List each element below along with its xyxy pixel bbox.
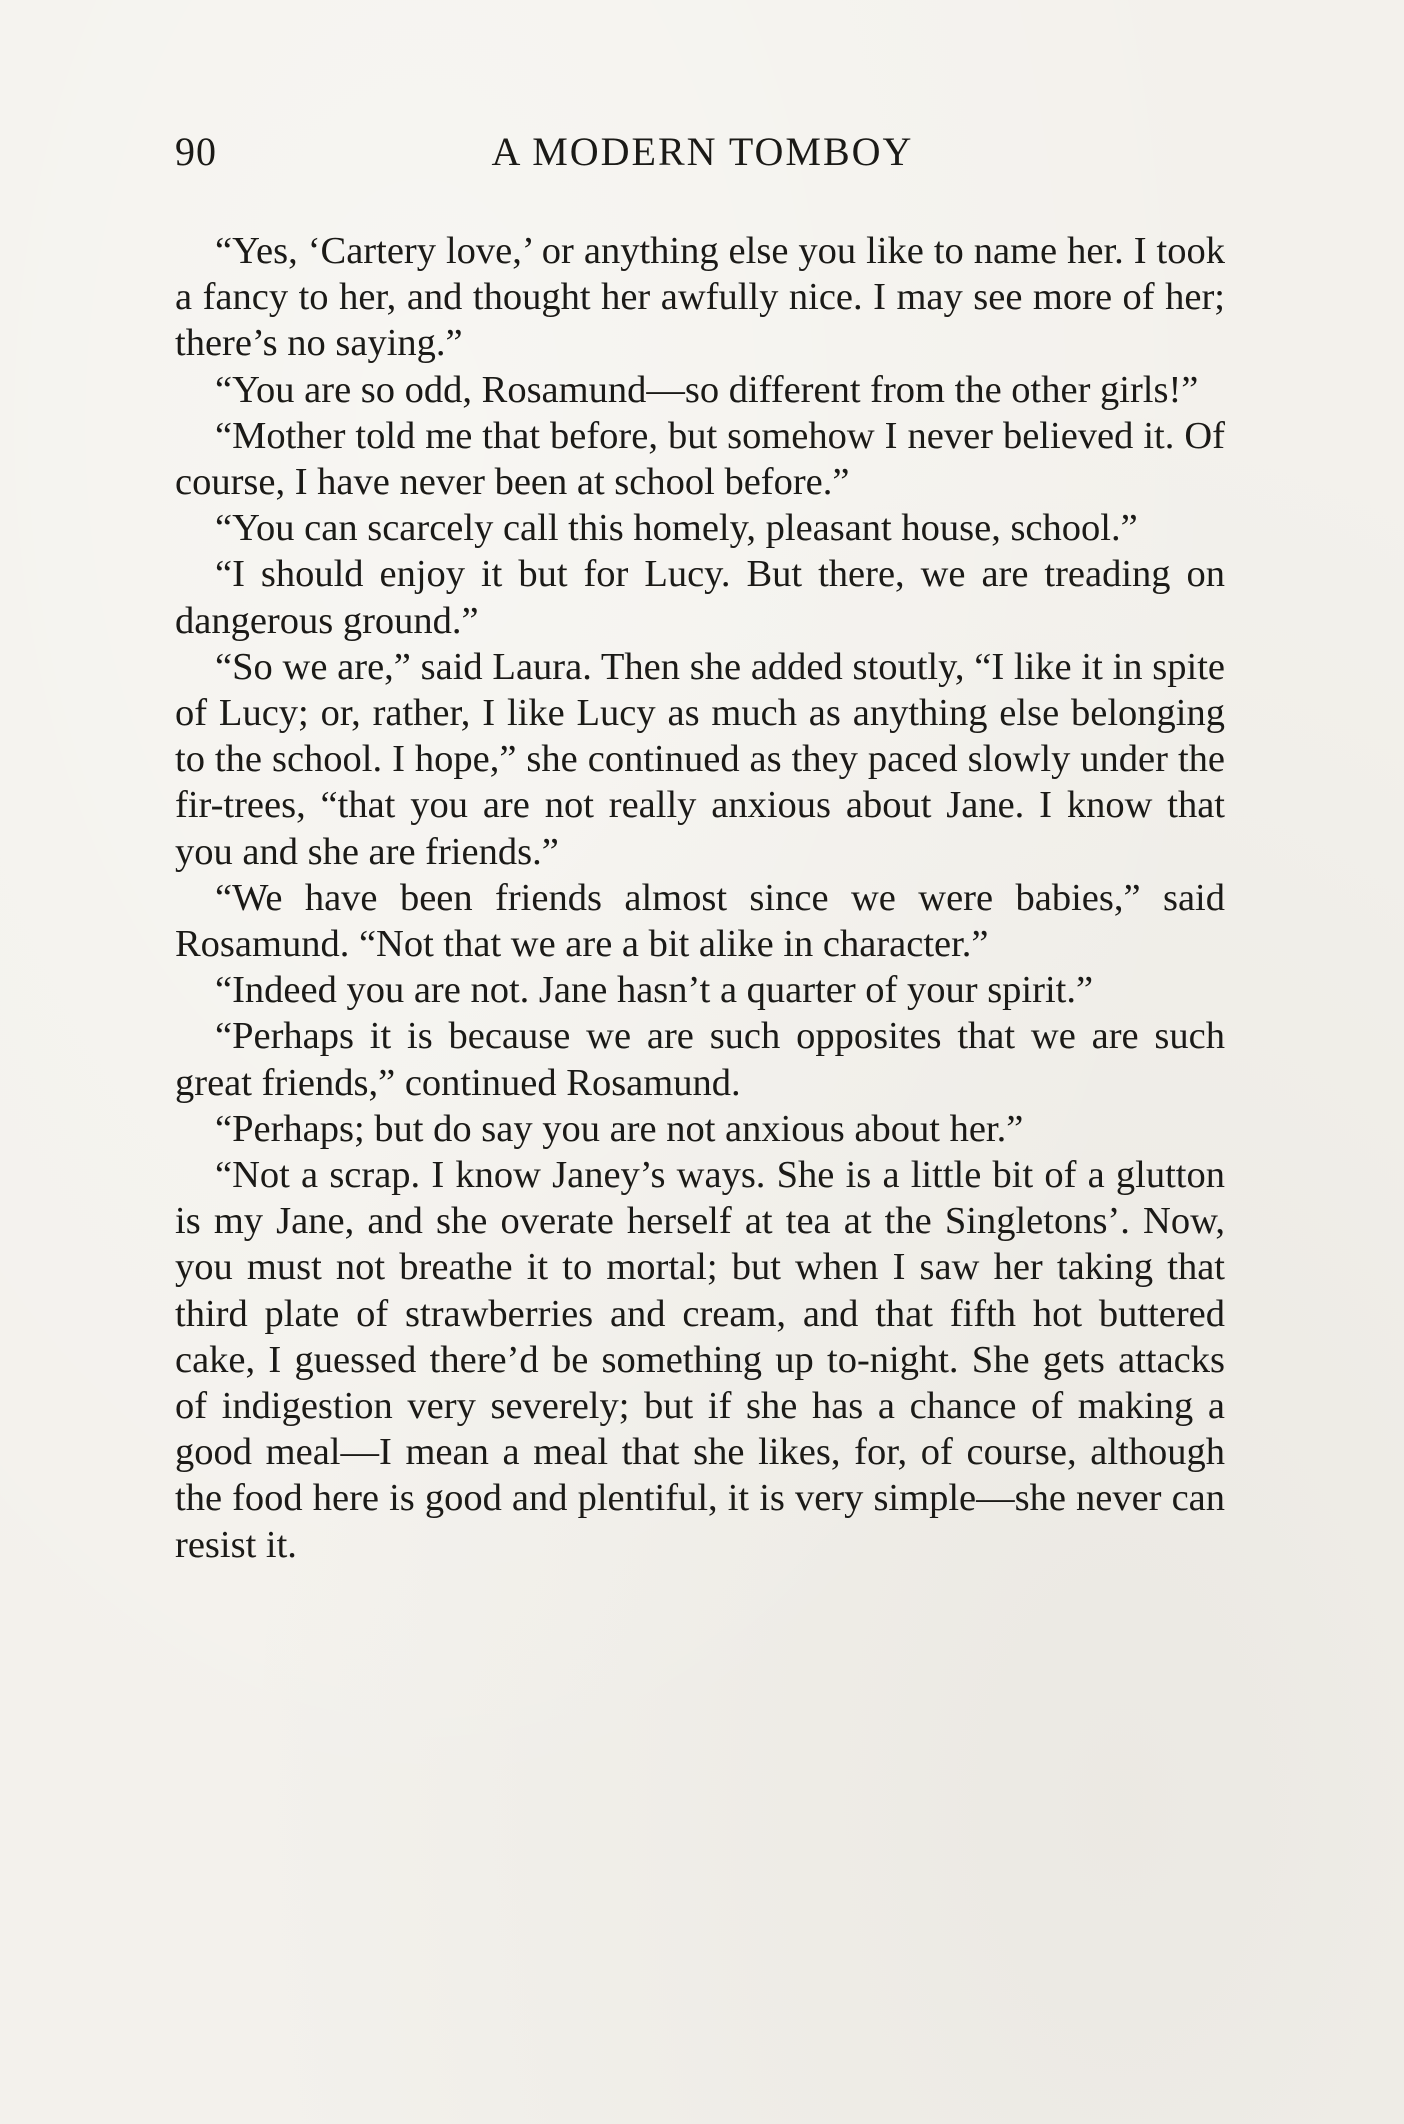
paragraph: “We have been friends almost since we were babies,” said Rosamund. “Not that we are a bit alike in character.” — [175, 876, 1225, 966]
paragraph: “Indeed you are not. Jane hasn’t a quarter of your spirit.” — [215, 969, 1094, 1012]
paragraph: “Mother told me that before, but somehow I never believed it. Of course, I have never been at school before.” — [175, 414, 1225, 504]
paragraph: “I should enjoy it but for Lucy. But there, we are treading on dangerous ground.” — [175, 553, 1225, 642]
body-text — [175, 228, 1225, 1568]
paragraph: “You are so odd, Rosamund—so different from the other girls!” — [215, 368, 1199, 411]
paragraph: “Yes, ‘Cartery love,’ or anything else you like to name her. I took a fancy to her, and thought her awfully nice. I may see more of her; there’s no saying.” — [175, 230, 1225, 365]
page-header — [175, 128, 1230, 178]
paragraph: “So we are,” said Laura. Then she added stoutly, “I like it in spite of Lucy; or, rather, I like Lucy as much as anything else belonging to the school. I hope,” she continued as they paced slowly under the fir-trees, “that you are not really anxious about Jane. I know that you and she are friends.” — [175, 645, 1225, 873]
paragraph: “Perhaps it is because we are such opposites that we are such great friends,” continued Rosamund. — [175, 1015, 1225, 1104]
paragraph: “Perhaps; but do say you are not anxious about her.” — [215, 1107, 1024, 1150]
paragraph: “Not a scrap. I know Janey’s ways. She is a little bit of a glutton is my Jane, and she overate herself at tea at the Singletons’. Now, you must not breathe it to mortal; but when I saw her taking that third plate of strawberries and cream, and that fifth hot buttered cake, I guessed there’d be something up to-night. She gets attacks of indigestion very severely; but if she has a chance of making a good meal—I mean a meal that she likes, for, of course, although the food here is good and plentiful, it is very simple—she never can resist it. — [175, 1154, 1225, 1566]
running-title: A MODERN TOMBOY — [491, 129, 914, 174]
page-number: 90 — [175, 129, 217, 174]
paragraph: “You can scarcely call this homely, pleasant house, school.” — [215, 507, 1138, 550]
